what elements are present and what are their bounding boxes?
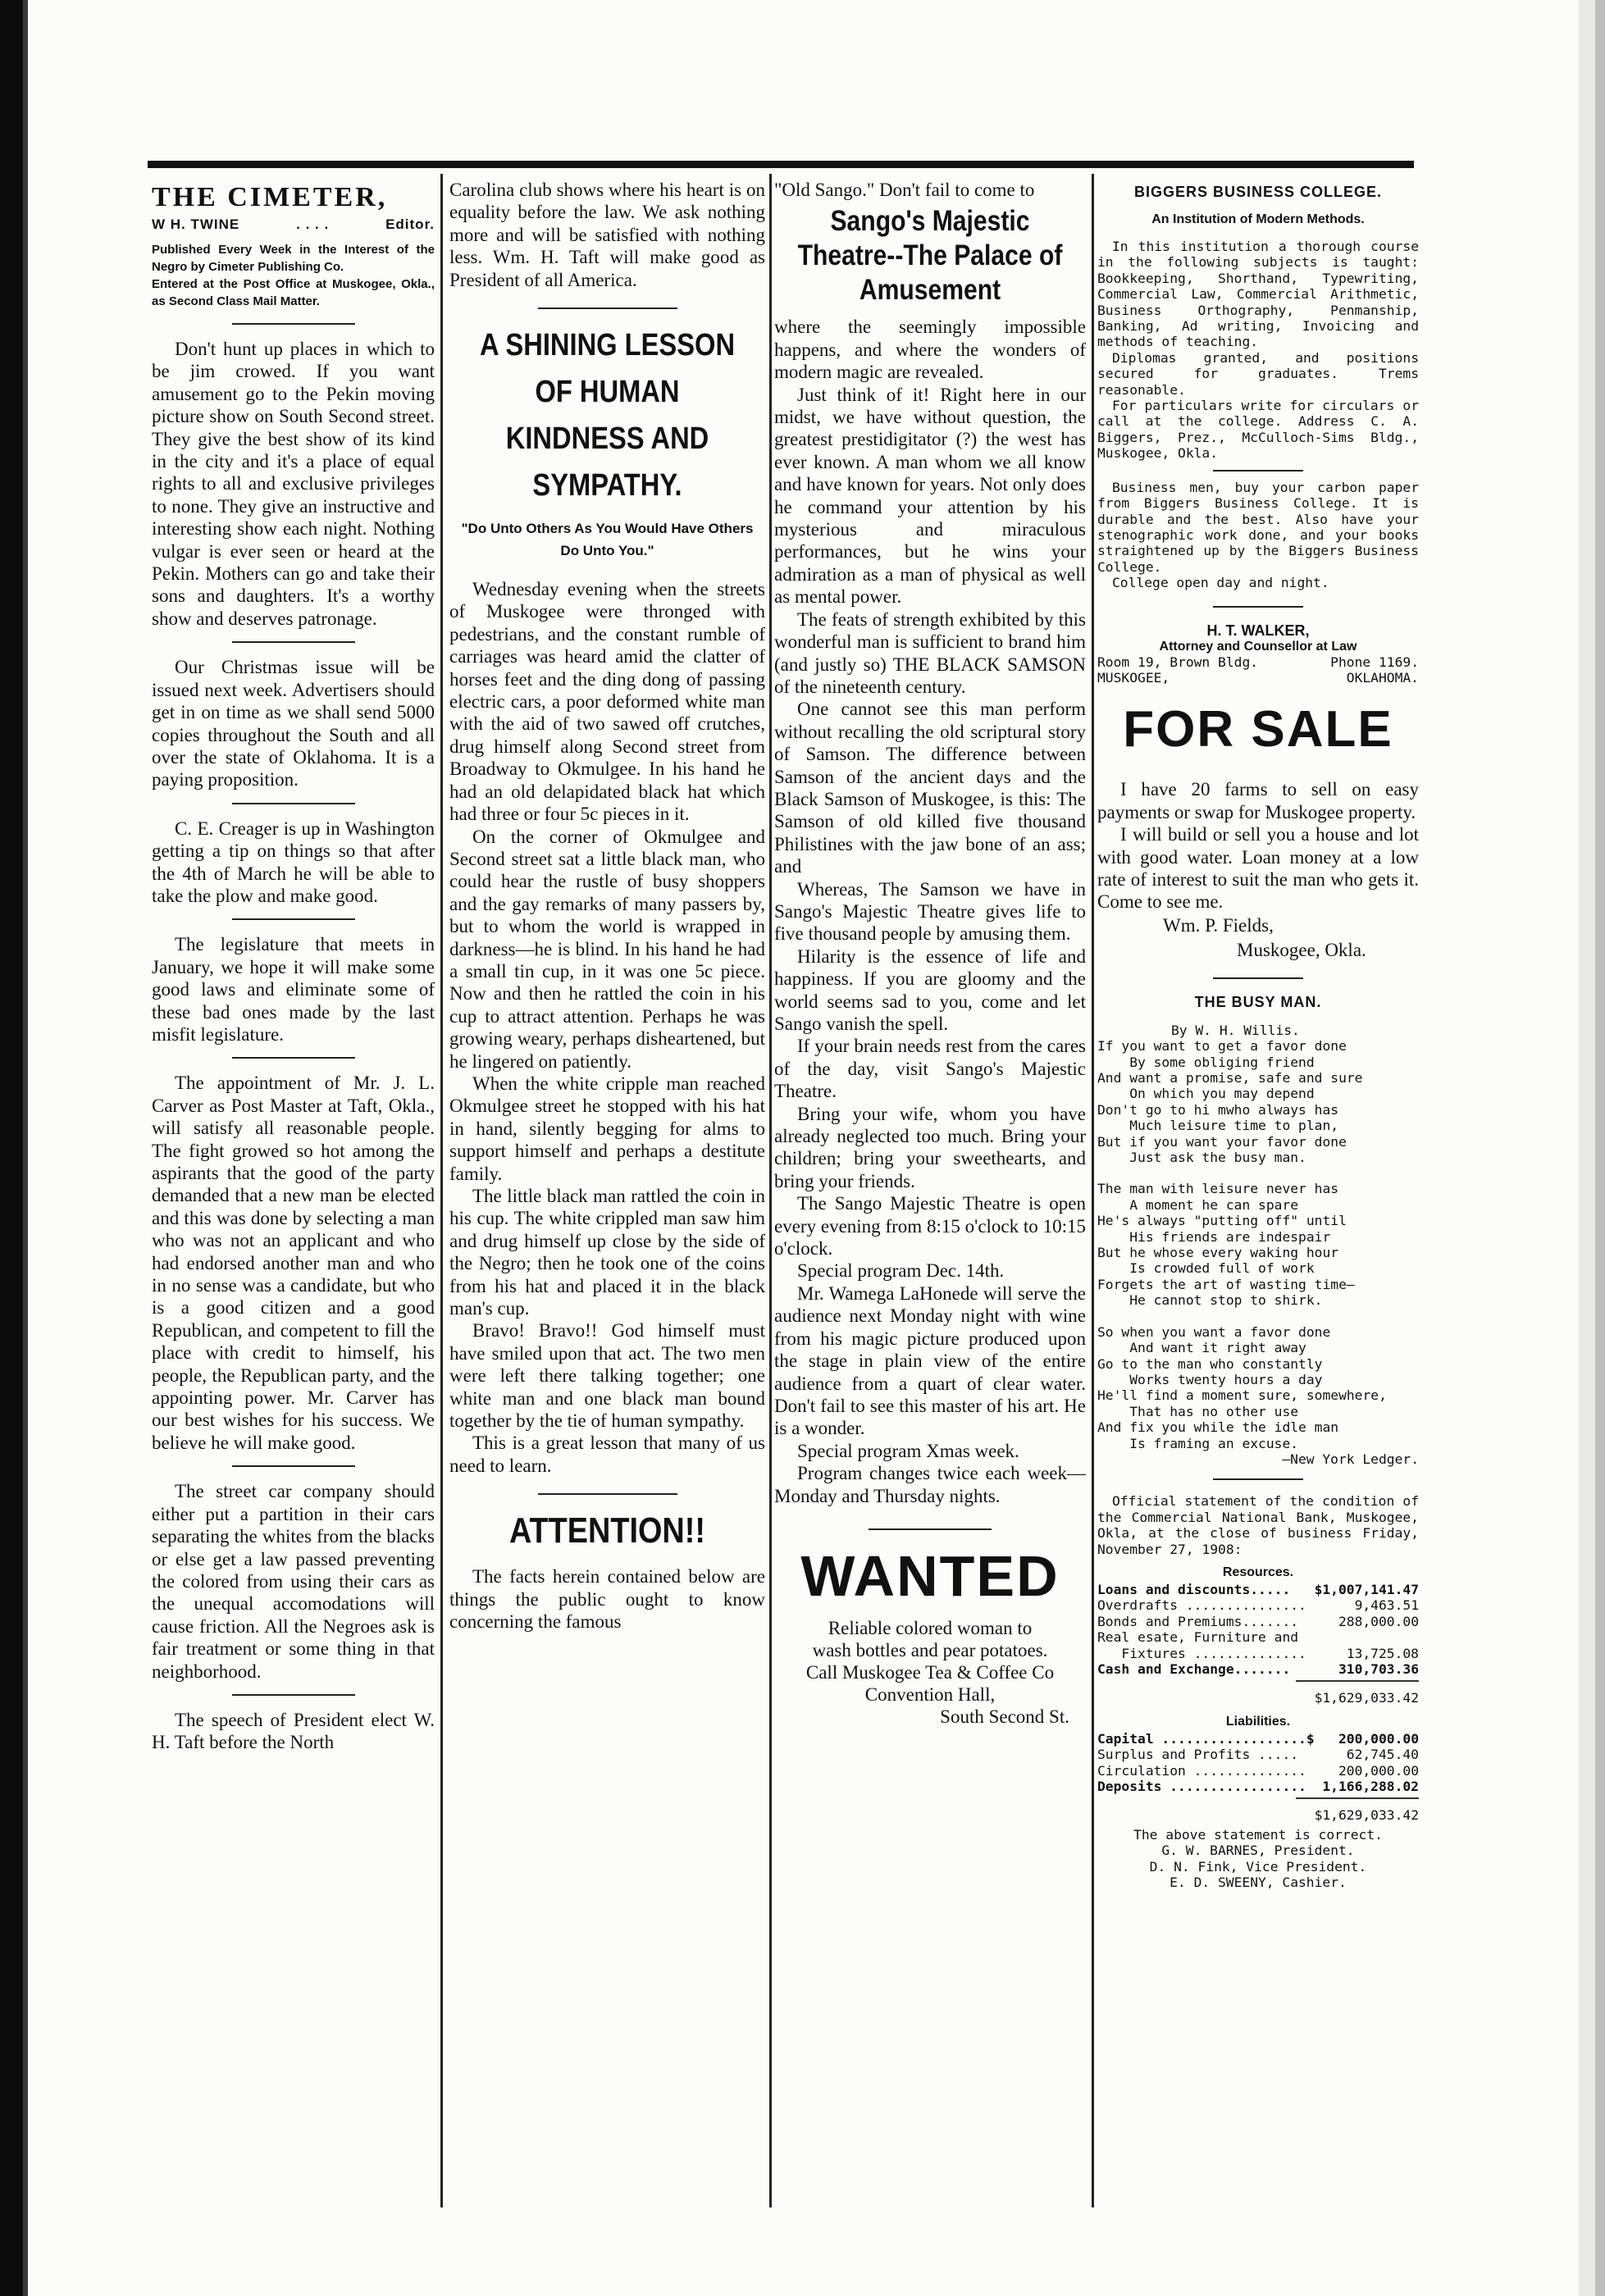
column-3 bbox=[774, 179, 1086, 2212]
wanted-headline: WANTED bbox=[800, 1543, 1060, 1608]
bank-row bbox=[1097, 1747, 1419, 1762]
column-rule-3 bbox=[1092, 174, 1094, 2207]
story-paragraph: Bravo! Bravo!! God himself must have smiled upon that act. The two men were left there talking together; one white man and one black man bound together by the tie of human sympathy. bbox=[449, 1320, 765, 1432]
bank-statement-intro: Official statement of the condition of the Commercial National Bank, Muskogee, Okla, at the close of business Friday, November 27, 1908: bbox=[1097, 1493, 1419, 1557]
lawyer-state: OKLAHOMA. bbox=[1346, 669, 1419, 686]
separator bbox=[1213, 1478, 1303, 1480]
bank-row-value: 288,000.00 bbox=[1338, 1613, 1419, 1629]
college-title: BIGGERS BUSINESS COLLEGE. bbox=[1133, 184, 1383, 200]
college-carbon-paper: Business men, buy your carbon paper from Biggers Business College. It is durable and the best. Also have your stenographic work done, and your books straightened up by the Biggers Business College. bbox=[1097, 479, 1419, 575]
bank-row-value: 1,166,288.02 bbox=[1322, 1779, 1419, 1795]
bank-row bbox=[1097, 1597, 1419, 1613]
poem-line: On which you may depend bbox=[1097, 1086, 1315, 1102]
lawyer-description: Attorney and Counsellor at Law bbox=[1159, 639, 1357, 654]
street-car-item: The street car company should either put a partition in their cars separating the whites from the blacks or else get a law passed preventing the colored from using their cars as the unequal accomodations will cause friction. All the Negroes ask is fair treatment or some thing in that neighborhood. bbox=[152, 1481, 435, 1682]
story-paragraph: The little black man rattled the coin in his cup. The white crippled man saw him and drug himself up close by the side of the Negro; then he took one of the coins from his hat and placed it in the black man's cup. bbox=[449, 1186, 765, 1319]
poem-author: By W. H. Willis. bbox=[1171, 1022, 1300, 1038]
bank-row-value: 9,463.51 bbox=[1354, 1597, 1419, 1614]
bank-liabilities-total: $1,629,033.42 bbox=[1296, 1797, 1419, 1823]
lawyer-address-row bbox=[1097, 654, 1419, 670]
separator bbox=[1213, 977, 1303, 979]
attention-text: The facts herein contained below are things the public ought to know concerning the famous bbox=[449, 1566, 765, 1633]
separator bbox=[232, 323, 355, 325]
bank-liabilities-title: Liabilities. bbox=[1225, 1714, 1291, 1729]
masthead-title: THE CIMETER, bbox=[152, 182, 388, 212]
college-courses: In this institution a thorough course in the following subjects is taught: Bookkeeping, Shorthand, Typewriting, Commercial Law, Commercial Arithmetic, Business Orthography, Penmanship, Banking, Ad writing, Invoicing and methods of teaching. bbox=[1097, 239, 1419, 350]
carver-item: The appointment of Mr. J. L. Carver as Post Master at Taft, Okla., will satisfy all reasonable people. The fight growed so hot among the aspirants that the good of the party demanded that a new man be elected and this was done by selecting a man who was not an applicant and who had endorsed another man and who in no sense was a candidate, but who is a good citizen and a good Republican, and competent to fill the place with credit to himself, his people, the Republican party, and the appointing power. Mr. Carver has our best wishes for his success. We believe he will make good. bbox=[152, 1073, 435, 1453]
bank-row bbox=[1097, 1582, 1419, 1597]
bank-resources-total: $1,629,033.42 bbox=[1296, 1680, 1419, 1706]
sango-paragraph: Special program Xmas week. bbox=[797, 1440, 1019, 1461]
poem-line: But if you want your favor done bbox=[1097, 1133, 1347, 1150]
bank-row-value: 200,000.00 bbox=[1338, 1762, 1419, 1779]
poem-line: Much leisure time to plan, bbox=[1097, 1118, 1339, 1134]
bank-closing: The above statement is correct. bbox=[1133, 1826, 1383, 1843]
poem-line: That has no other use bbox=[1097, 1403, 1299, 1419]
bank-resources-list bbox=[1097, 1582, 1419, 1677]
bank-row bbox=[1097, 1779, 1419, 1794]
wanted-line: Convention Hall, bbox=[864, 1683, 996, 1705]
for-sale-house: I will build or sell you a house and lot with good water. Loan money at a low rate of interest to suit the man who gets it. Come to see me. bbox=[1097, 824, 1419, 913]
poem-line: By some obliging friend bbox=[1097, 1054, 1315, 1070]
editor-line bbox=[152, 216, 435, 233]
sango-paragraph: Mr. Wamega LaHonede will serve the audience next Monday night with wine from his magic picture produced upon the stage in plain view of the entire audience from a quart of clear water. Don't fail to see this master of his art. He is a wonder. bbox=[774, 1282, 1086, 1439]
separator bbox=[232, 803, 355, 804]
bank-row-label: Bonds and Premiums....... bbox=[1097, 1613, 1299, 1629]
bank-officer: G. W. BARNES, President. bbox=[1161, 1843, 1355, 1859]
editor-name: W H. TWINE bbox=[152, 216, 240, 232]
column-2 bbox=[449, 179, 765, 2212]
bank-row-label: Real esate, Furniture and bbox=[1097, 1629, 1299, 1646]
poem-line: And fix you while the idle man bbox=[1097, 1419, 1339, 1436]
college-diplomas: Diplomas granted, and positions secured for graduates. Trems reasonable. bbox=[1097, 349, 1419, 398]
college-subtitle: An Institution of Modern Methods. bbox=[1151, 212, 1365, 226]
shining-lesson-headline: A SHINING LESSON OF HUMAN KINDNESS AND SYMPATHY. bbox=[479, 328, 736, 503]
column-1 bbox=[152, 179, 435, 2212]
poem-line: But he whose every waking hour bbox=[1097, 1245, 1339, 1261]
bank-row-label: Loans and discounts..... bbox=[1097, 1581, 1291, 1597]
sango-paragraph: Hilarity is the essence of life and happiness. If you are gloomy and the world seems sad to you, come and let Sango vanish the spell. bbox=[774, 945, 1086, 1034]
column-rule-1 bbox=[440, 174, 443, 2207]
sango-paragraph: Just think of it! Right here in our midst, we have without question, the greatest prestidigitator (?) the west has ever known. A man whom we all know and have known for years. Not only does he command your attention by his mysterious and miraculous performances, but he wins your admiration as a man of physical as well as mental power. bbox=[774, 384, 1086, 608]
poem-line: If you want to get a favor done bbox=[1097, 1038, 1347, 1055]
for-sale-farms: I have 20 farms to sell on easy payments or swap for Muskogee property. bbox=[1097, 779, 1419, 822]
story-paragraph: Wednesday evening when the streets of Muskogee were thronged with pedestrians, and the constant rumble of carriages was heard amid the clatter of horses feet and the ding dong of passing electric cars, a poor deformed white man with the aid of two sawed off crutches, drug himself along Second street from Broadway to Okmulgee. In his hand he had an old delapidated black hat which had three or four 5c pieces in it. bbox=[449, 579, 765, 825]
wanted-line: South Second St. bbox=[940, 1706, 1069, 1727]
poem-line: He cannot stop to shirk. bbox=[1097, 1292, 1323, 1309]
poem-line: And want it right away bbox=[1097, 1340, 1306, 1356]
shining-lesson-subhead: "Do Unto Others As You Would Have Others Do Unto You." bbox=[461, 521, 754, 559]
editor-dots: . . . . bbox=[296, 216, 330, 232]
bank-row bbox=[1097, 1661, 1419, 1677]
poem-line: So when you want a favor done bbox=[1097, 1323, 1331, 1340]
legislature-item: The legislature that meets in January, we hope it will make some good laws and eliminate some of these bad ones made by the last misfit legislature. bbox=[152, 934, 435, 1045]
poem-line bbox=[1097, 1165, 1419, 1181]
bank-row-value: 62,745.40 bbox=[1346, 1747, 1419, 1763]
sango-paragraph: Special program Dec. 14th. bbox=[797, 1260, 1005, 1282]
column-rule-2 bbox=[769, 174, 772, 2207]
sango-continued: "Old Sango." Don't fail to come to bbox=[774, 180, 1035, 200]
bank-officer: D. N. Fink, Vice President. bbox=[1149, 1858, 1367, 1875]
wanted-line: Reliable colored woman to bbox=[828, 1617, 1033, 1638]
poem-title: THE BUSY MAN. bbox=[1194, 993, 1322, 1010]
for-sale-signature-name: Wm. P. Fields, bbox=[1163, 914, 1274, 936]
sango-paragraph: where the seemingly impossible happens, and where the wonders of modern magic are revealed. bbox=[774, 317, 1086, 383]
column-4 bbox=[1097, 179, 1419, 2212]
publication-info: Published Every Week in the Interest of the Negro by Cimeter Publishing Co. bbox=[152, 243, 435, 274]
scan-border-left bbox=[0, 0, 23, 2296]
separator bbox=[232, 641, 355, 643]
sango-paragraph: One cannot see this man perform without recalling the old scriptural story of Samson. The difference between Samson of the ancient days and the Black Samson of Muskogee, is this: The Samson of old killed five thousand Philistines with the jaw bone of an ass; and bbox=[774, 699, 1086, 877]
bank-resources-title: Resources. bbox=[1222, 1565, 1294, 1579]
lawyer-city-row bbox=[1097, 670, 1419, 686]
separator bbox=[232, 1057, 355, 1059]
bank-row-label: Fixtures .............. bbox=[1097, 1645, 1306, 1661]
top-rule bbox=[148, 161, 1414, 168]
bank-row-label: Capital ..................$ bbox=[1097, 1730, 1315, 1747]
lawyer-address: Room 19, Brown Bldg. bbox=[1097, 654, 1259, 670]
sango-headline: Sango's Majestic Theatre--The Palace of Amusement bbox=[797, 205, 1063, 307]
lawyer-city: MUSKOGEE, bbox=[1097, 669, 1170, 686]
poem-line: Just ask the busy man. bbox=[1097, 1150, 1306, 1166]
poem-line: Go to the man who constantly bbox=[1097, 1355, 1323, 1372]
taft-speech-item: The speech of President elect W. H. Taft before the North bbox=[152, 1709, 435, 1753]
poem-line: Don't go to hi mwho always has bbox=[1097, 1101, 1339, 1118]
editor-title: Editor. bbox=[385, 216, 435, 232]
bank-row bbox=[1097, 1646, 1419, 1661]
sango-paragraph: Whereas, The Samson we have in Sango's Majestic Theatre gives life to five thousand people by amusing them. bbox=[774, 878, 1086, 945]
poem-line: A moment he can spare bbox=[1097, 1196, 1299, 1213]
sango-paragraph: The feats of strength exhibited by this wonderful man is sufficient to brand him (and justly so) THE BLACK SAMSON of the nineteenth century. bbox=[774, 608, 1086, 697]
separator bbox=[869, 1528, 992, 1530]
entry-info: Entered at the Post Office at Muskogee, Okla., as Second Class Mail Matter. bbox=[152, 277, 435, 308]
bank-row-label: Overdrafts ............... bbox=[1097, 1597, 1306, 1614]
bank-row-label: Circulation .............. bbox=[1097, 1762, 1306, 1779]
bank-officer: E. D. SWEENY, Cashier. bbox=[1170, 1875, 1347, 1891]
pekin-item: Don't hunt up places in which to be jim crowed. If you want amusement go to the Pekin moving picture show on South Second street. They give the best show of its kind in the city and it's a place of equal rights to all and exclusive privileges to none. They give an instructive and interesting show each night. Nothing vulgar is ever seen or heard at the Pekin. Mothers can go and take their sons and daughters. It's a worthy show and deserves patronage. bbox=[152, 339, 435, 629]
sango-paragraph: If your brain needs rest from the cares of the day, visit Sango's Majestic Theatre. bbox=[774, 1036, 1086, 1102]
poem-line: He's always "putting off" until bbox=[1097, 1213, 1347, 1229]
separator bbox=[538, 1493, 677, 1495]
story-paragraph: On the corner of Okmulgee and Second street sat a little black man, who could hear the rustle of busy shoppers and the gay remarks of many passers by, but to whom the world is wrapped in darkness—he is blind. In his hand he had a small tin cup, in it was one 5c piece. Now and then he rattled the coin in his cup to attract attention. Perhaps he was growing weary, perhaps disheartened, but he lingered on patiently. bbox=[449, 826, 765, 1072]
poem-line bbox=[1097, 1309, 1419, 1324]
scan-border-right-shadow bbox=[1579, 0, 1595, 2296]
poem-line: Is framing an excuse. bbox=[1097, 1435, 1299, 1451]
bank-row bbox=[1097, 1763, 1419, 1779]
bank-row-value: $1,007,141.47 bbox=[1314, 1581, 1419, 1597]
poem-line: Is crowded full of work bbox=[1097, 1260, 1315, 1277]
for-sale-headline: FOR SALE bbox=[1123, 701, 1393, 758]
taft-continued: Carolina club shows where his heart is on equality before the law. We ask nothing more and will be satisfied with nothing less. Wm. H. Taft will make good as President of all America. bbox=[449, 180, 765, 290]
creager-item: C. E. Creager is up in Washington getting a tip on things so that after the 4th of March he will be able to take the plow and make good. bbox=[152, 818, 435, 906]
bank-row-value: 310,703.36 bbox=[1338, 1661, 1419, 1677]
bank-row bbox=[1097, 1731, 1419, 1747]
separator bbox=[538, 308, 677, 309]
story-paragraph: This is a great lesson that many of us need to learn. bbox=[449, 1433, 765, 1476]
college-address: For particulars write for circulars or call at the college. Address C. A. Biggers, Prez., McCulloch-Sims Bldg., Muskogee, Okla. bbox=[1097, 398, 1419, 462]
story-paragraph: When the white cripple man reached Okmulgee street he stopped with his hat in hand, silently begging for alms to support himself and perhaps a destitute family. bbox=[449, 1073, 765, 1184]
college-hours: College open day and night. bbox=[1112, 575, 1329, 591]
separator bbox=[232, 1465, 355, 1467]
separator bbox=[232, 918, 355, 920]
separator bbox=[232, 1694, 355, 1696]
poem-line: Works twenty hours a day bbox=[1097, 1371, 1323, 1387]
attention-headline: ATTENTION!! bbox=[509, 1510, 705, 1551]
scan-border-left-shadow bbox=[23, 0, 28, 2296]
bank-row bbox=[1097, 1629, 1419, 1645]
bank-row-label: Cash and Exchange....... bbox=[1097, 1661, 1291, 1677]
bank-row-value: 200,000.00 bbox=[1338, 1730, 1419, 1747]
lawyer-name: H. T. WALKER, bbox=[1206, 622, 1310, 639]
poem-line: Forgets the art of wasting time— bbox=[1097, 1276, 1355, 1292]
separator bbox=[1213, 470, 1303, 472]
sango-paragraph: Bring your wife, whom you have already neglected too much. Bring your children; bring your sweethearts, and bring your friends. bbox=[774, 1103, 1086, 1191]
poem-line: He'll find a moment sure, somewhere, bbox=[1097, 1387, 1387, 1404]
poem-credit: —New York Ledger. bbox=[1282, 1451, 1419, 1467]
for-sale-signature-city: Muskogee, Okla. bbox=[1237, 939, 1366, 960]
wanted-line: wash bottles and pear potatoes. bbox=[812, 1639, 1048, 1660]
sango-paragraph: The Sango Majestic Theatre is open every evening from 8:15 o'clock to 10:15 o'clock. bbox=[774, 1193, 1086, 1260]
poem-line: The man with leisure never has bbox=[1097, 1181, 1339, 1197]
scan-border-right bbox=[1595, 0, 1605, 2296]
poem-line: His friends are indespair bbox=[1097, 1228, 1331, 1245]
poem-body bbox=[1097, 1038, 1419, 1451]
lawyer-phone: Phone 1169. bbox=[1330, 654, 1419, 670]
bank-row bbox=[1097, 1614, 1419, 1629]
bank-row-value: 13,725.08 bbox=[1346, 1645, 1419, 1661]
poem-line: And want a promise, safe and sure bbox=[1097, 1070, 1363, 1086]
separator bbox=[1213, 606, 1303, 608]
wanted-line: Call Muskogee Tea & Coffee Co bbox=[805, 1661, 1055, 1683]
sango-paragraph: Program changes twice each week—Monday and Thursday nights. bbox=[774, 1463, 1086, 1506]
christmas-issue-item: Our Christmas issue will be issued next week. Advertisers should get in on time as we shall send 5000 copies throughout the South and all over the state of Oklahoma. It is a paying proposition. bbox=[152, 657, 435, 790]
bank-row-label: Deposits ................. bbox=[1097, 1779, 1306, 1795]
bank-row-label: Surplus and Profits ..... bbox=[1097, 1747, 1299, 1763]
bank-liabilities-list bbox=[1097, 1731, 1419, 1795]
